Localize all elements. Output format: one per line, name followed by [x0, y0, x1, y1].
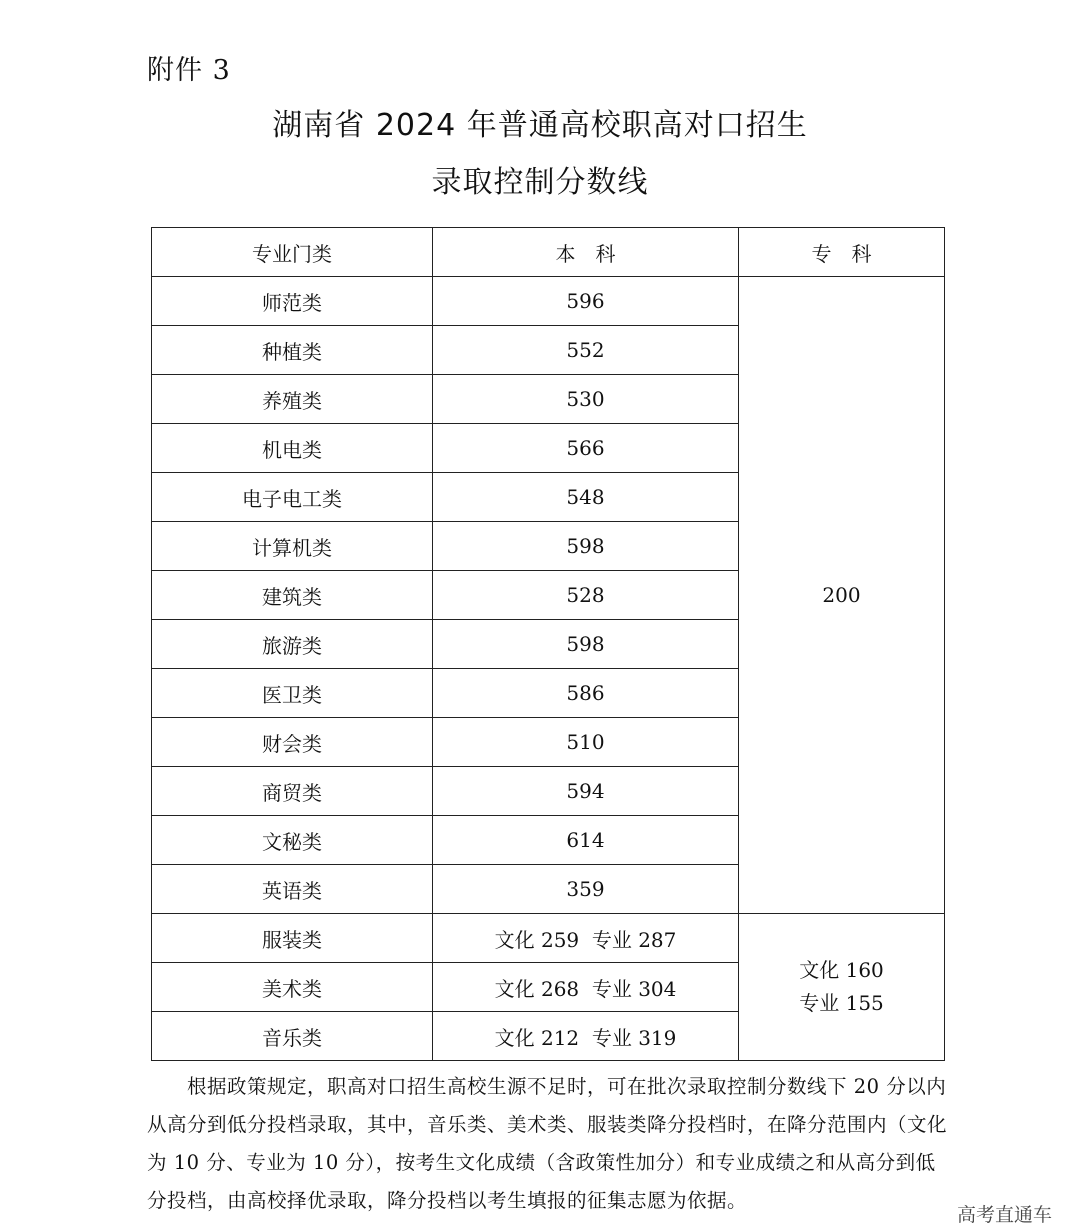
score-table [151, 227, 945, 1061]
undergrad-score-cell: 566 [433, 424, 739, 473]
table-row [152, 277, 945, 326]
document-title-line2: 录取控制分数线 [431, 165, 649, 200]
category-cell: 财会类 [152, 718, 433, 767]
undergrad-score-cell: 548 [433, 473, 739, 522]
category-cell: 医卫类 [152, 669, 433, 718]
category-cell: 师范类 [152, 277, 433, 326]
category-cell: 英语类 [152, 865, 433, 914]
undergrad-score-cell: 552 [433, 326, 739, 375]
source-watermark: 高考直通车 [956, 1204, 1052, 1226]
undergrad-score-cell: 598 [433, 522, 739, 571]
undergrad-score-cell: 614 [433, 816, 739, 865]
junior-college-arts-score-cell [739, 914, 945, 1061]
header-undergrad: 本 科 [433, 228, 739, 277]
category-cell: 文秘类 [152, 816, 433, 865]
undergrad-score-cell: 文化 212 专业 319 [433, 1012, 739, 1061]
header-category: 专业门类 [152, 228, 433, 277]
policy-note [147, 1068, 947, 1220]
undergrad-score-cell: 510 [433, 718, 739, 767]
table-header-row [152, 228, 945, 277]
undergrad-score-cell: 594 [433, 767, 739, 816]
category-cell: 养殖类 [152, 375, 433, 424]
undergrad-score-cell: 586 [433, 669, 739, 718]
undergrad-score-cell: 文化 259 专业 287 [433, 914, 739, 963]
undergrad-score-cell: 530 [433, 375, 739, 424]
undergrad-score-cell: 528 [433, 571, 739, 620]
category-cell: 旅游类 [152, 620, 433, 669]
junior-college-culture-score: 文化 160 [799, 958, 884, 982]
category-cell: 商贸类 [152, 767, 433, 816]
category-cell: 美术类 [152, 963, 433, 1012]
attachment-label: 附件 3 [147, 55, 231, 86]
undergrad-score-cell: 598 [433, 620, 739, 669]
category-cell: 建筑类 [152, 571, 433, 620]
junior-college-score-cell: 200 [739, 277, 945, 914]
category-cell: 音乐类 [152, 1012, 433, 1061]
policy-note-text: 根据政策规定，职高对口招生高校生源不足时，可在批次录取控制分数线下 20 分以内从高分到低分投档录取，其中，音乐类、美术类、服装类降分投档时，在降分范围内（文化为 10 分、专业为 10 分），按考生文化成绩（含政策性加分）和专业成绩之和从高分到低分投档，由高校择优录取，降分投档以考生填报的征集志愿为依据。 [147, 1075, 948, 1212]
header-junior-college: 专 科 [739, 228, 945, 277]
category-cell: 计算机类 [152, 522, 433, 571]
category-cell: 机电类 [152, 424, 433, 473]
category-cell: 服装类 [152, 914, 433, 963]
category-cell: 电子电工类 [152, 473, 433, 522]
undergrad-score-cell: 359 [433, 865, 739, 914]
undergrad-score-cell: 文化 268 专业 304 [433, 963, 739, 1012]
category-cell: 种植类 [152, 326, 433, 375]
undergrad-score-cell: 596 [433, 277, 739, 326]
table-row [152, 914, 945, 963]
junior-college-major-score: 专业 155 [799, 991, 884, 1015]
document-title-line1: 湖南省 2024 年普通高校职高对口招生 [272, 108, 808, 143]
